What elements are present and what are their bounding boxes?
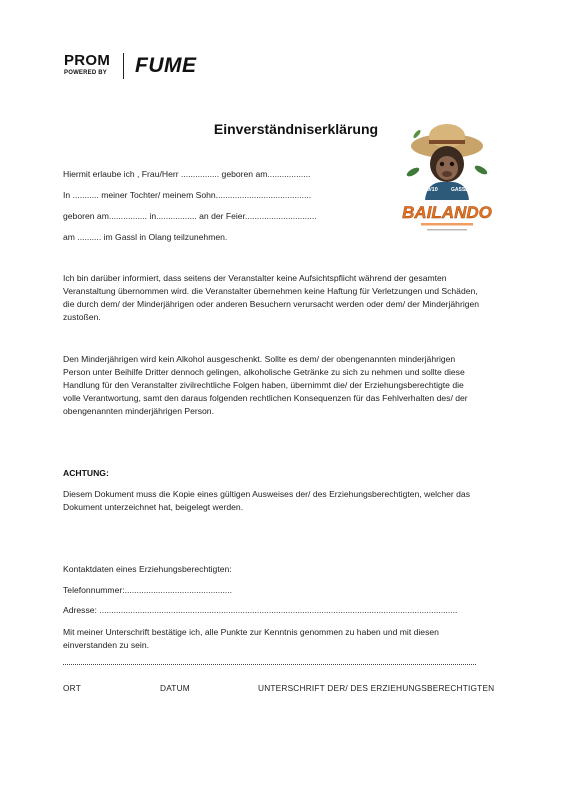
poster-monkey-eye [440,162,444,166]
logo-divider [123,53,124,79]
poster-monkey-eye [450,162,454,166]
contact-heading: Kontaktdaten eines Erziehungsberechtigten: [63,564,232,574]
fill-line-birth: geboren am................ in................. an der Feier.............................. [63,211,317,221]
fill-line-guardian: Hiermit erlaube ich , Frau/Herr ................ geboren am.................. [63,169,311,179]
logo-prom: PROM [64,52,111,69]
fill-line-date: am .......... im Gassl in Olang teilzunehmen. [63,232,228,242]
address-field: Adresse: ...................................................................................................................................................... [63,605,458,615]
signature-line [63,664,476,665]
warning-text: Diesem Dokument muss die Kopie eines gültigen Ausweises der/ des Erziehungsberechtigten, welcher das Dokument unterzeichnet hat, beigelegt werden. [63,489,470,512]
poster-monkey-mouth [442,171,452,177]
paragraph-alcohol: Den Minderjährigen wird kein Alkohol ausgeschenkt. Sollte es dem/ der obengenannten minderjährigen Person unter Beihilfe Dritter dennoch gelingen, alkoholische Getränke zu sich zu nehmen und sollte diese Handlung für den Veranstalter zivilrechtliche Folgen haben, übernimmt die/ der Erziehungsberechtigte die volle Verantwortung, samt den daraus folgenden rechtlichen Konsequenzen für das Fehlverhalten des/ der obengenannten minderjährigen Person. [63,354,468,416]
logo-fume: FUME [135,54,197,77]
poster-date: 19/10 [424,187,438,193]
poster-leaf [405,166,420,178]
signature-label-signature: UNTERSCHRIFT DER/ DES ERZIEHUNGSBERECHTIGTEN [258,683,495,693]
consent-text: Mit meiner Unterschrift bestätige ich, alle Punkte zur Kenntnis genommen zu haben und mit diesen einverstanden zu sein. [63,627,439,650]
signature-label-date: DATUM [160,683,190,693]
logo-powered-by: POWERED BY [64,70,108,76]
poster-leaf [473,164,488,176]
poster-leaf [412,129,421,139]
poster-hat-band [429,140,465,144]
phone-field: Telefonnummer:............................................. [63,585,233,595]
fill-line-child: In ........... meiner Tochter/ meinem Sohn........................................ [63,190,312,200]
poster-hat-crown [429,124,465,148]
poster-event-name: BAILANDO [402,203,492,222]
paragraph-supervision: Ich bin darüber informiert, dass seitens der Veranstalter keine Aufsichtspflicht während der gesamten Veranstaltung übernommen wird. die Veranstalter übernehmen keine Haftung für Verletzungen und Schäden, die durch dem/ der Minderjährigen oder anderen Besuchern verursacht werden oder dem/ der Minderjährigen zustoßen. [63,273,480,322]
warning-heading: ACHTUNG: [63,468,109,478]
event-poster [402,120,492,242]
poster-subline [421,223,473,226]
document-title: Einverständniserklärung [213,121,379,137]
poster-venue: GASSL OLANG [451,187,488,193]
poster-subline [427,229,467,231]
signature-label-place: ORT [63,683,81,693]
